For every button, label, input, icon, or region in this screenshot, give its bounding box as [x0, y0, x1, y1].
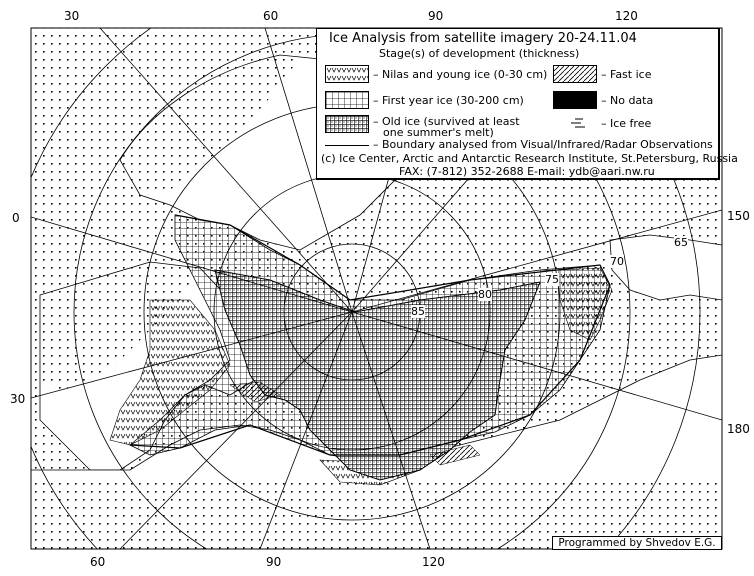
lon-label-right-150: 150 — [727, 209, 750, 223]
lat-label-70: 70 — [610, 255, 624, 268]
credit: Programmed by Shvedov E.G. — [552, 536, 722, 550]
legend-old-ice-line1: – Old ice (survived at least — [373, 115, 520, 128]
legend-first-year: – First year ice (30-200 cm) — [373, 94, 524, 107]
legend-old-ice-line2: one summer's melt) — [383, 126, 494, 139]
lon-label-bottom-120: 120 — [422, 555, 445, 569]
swatch-first-year — [325, 91, 369, 109]
lat-label-85: 85 — [411, 305, 425, 318]
legend-nilas: – Nilas and young ice (0-30 cm) — [373, 68, 548, 81]
boundary-line-symbol — [325, 145, 369, 146]
swatch-fast-ice — [553, 65, 597, 83]
swatch-old-ice — [325, 115, 369, 133]
lon-label-top-60: 60 — [263, 9, 279, 23]
lat-label-80: 80 — [478, 288, 492, 301]
swatch-nilas — [325, 65, 369, 83]
lon-label-top-90: 90 — [428, 9, 444, 23]
legend-copyright: (c) Ice Center, Arctic and Antarctic Research Institute, St.Petersburg, Russia — [321, 152, 738, 165]
legend-boundary: – Boundary analysed from Visual/Infrared/Radar Observations — [373, 138, 713, 151]
lon-label-bottom-90: 90 — [266, 555, 282, 569]
lon-label-left-30: 30 — [10, 392, 26, 406]
swatch-no-data — [553, 91, 597, 109]
legend — [316, 28, 738, 180]
lat-label-65: 65 — [674, 236, 688, 249]
legend-no-data: – No data — [601, 94, 654, 107]
lon-label-top-30: 30 — [64, 9, 80, 23]
legend-fax: FAX: (7-812) 352-2688 E-mail: ydb@aari.nw.ru — [399, 165, 655, 178]
legend-title: Ice Analysis from satellite imagery 20-24.11.04 — [329, 31, 637, 46]
legend-subtitle: Stage(s) of development (thickness) — [379, 47, 580, 60]
legend-fast-ice: – Fast ice — [601, 68, 652, 81]
lon-label-top-120: 120 — [615, 9, 638, 23]
lon-label-bottom-60: 60 — [90, 555, 106, 569]
legend-ice-free: – Ice free — [601, 117, 652, 130]
lon-label-right-180: 180 — [727, 422, 750, 436]
lat-label-75: 75 — [545, 273, 559, 286]
ice-free-symbol — [567, 115, 597, 131]
lon-label-left-0: 0 — [12, 211, 20, 225]
